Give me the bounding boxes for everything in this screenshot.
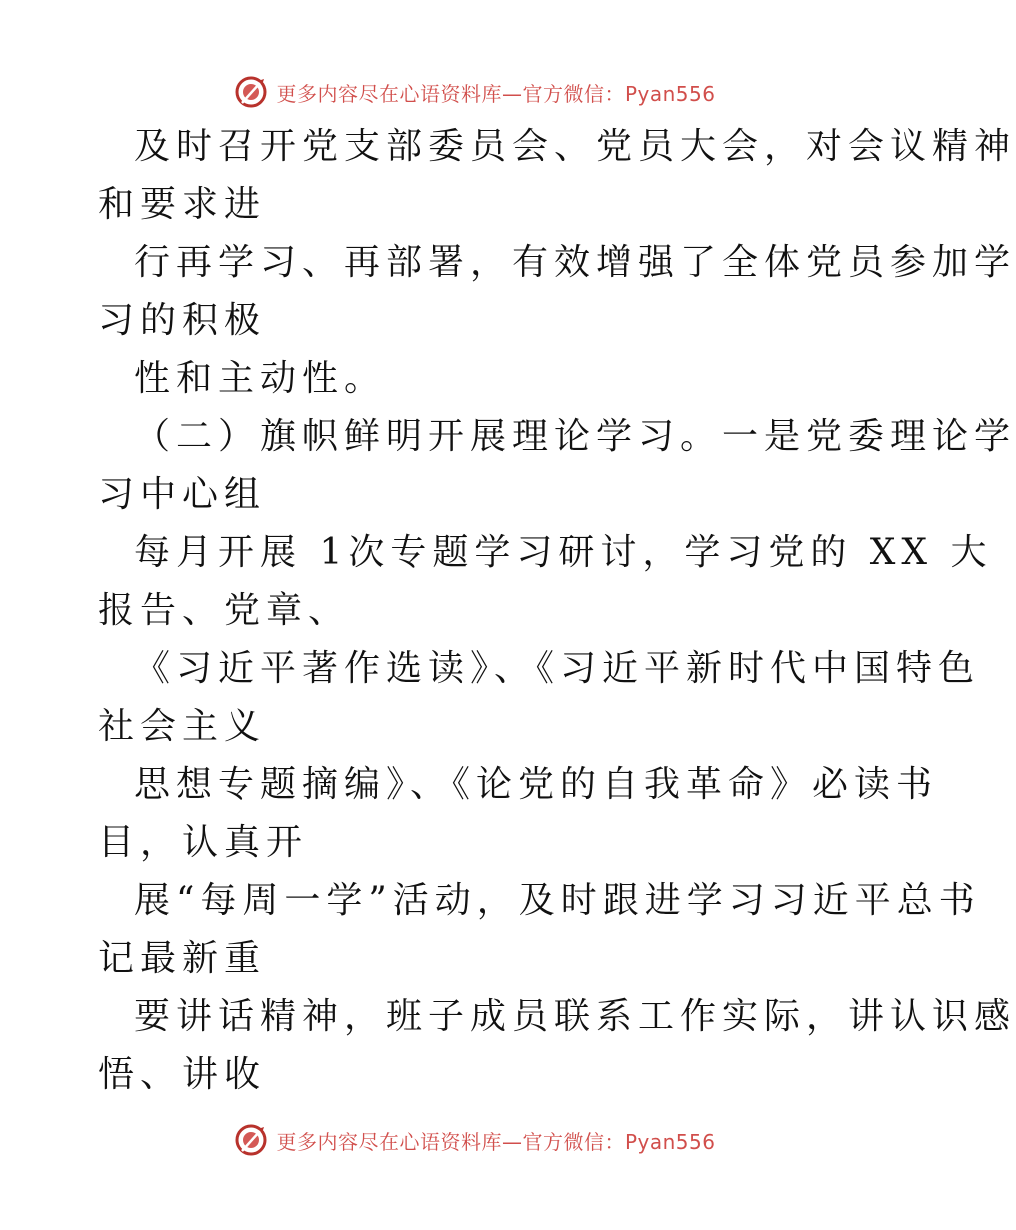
text-line: 要讲话精神，班子成员联系工作实际，讲认识感: [134, 996, 1016, 1037]
header-watermark-banner: [0, 72, 950, 112]
text-line: 展“每周一学”活动，及时跟进学习习近平总书: [134, 880, 981, 921]
text-line: 和要求进: [98, 184, 267, 225]
text-line: 思想专题摘编》、《论党的自我革命》必读书: [134, 764, 939, 805]
text-line: 《习近平著作选读》、《习近平新时代中国特色: [134, 648, 981, 689]
text-line: 悟、讲收: [98, 1054, 267, 1095]
text-line: 每月开展 1次专题学习研讨，学习党的 XX 大: [134, 532, 993, 573]
footer-watermark-banner: [0, 1120, 950, 1160]
text-line: （二）旗帜鲜明开展理论学习。一是党委理论学: [134, 416, 1016, 457]
text-line: 目，认真开: [98, 822, 309, 863]
header-banner-text: 更多内容尽在心语资料库—官方微信：Pyan556: [276, 81, 716, 106]
text-line: 报告、党章、: [98, 590, 351, 631]
text-line: 及时召开党支部委员会、党员大会，对会议精神: [134, 126, 1016, 167]
footer-banner-text: 更多内容尽在心语资料库—官方微信：Pyan556: [276, 1129, 716, 1154]
text-line: 习的积极: [98, 300, 267, 341]
quill-seal-icon: [234, 1123, 268, 1157]
text-line: 行再学习、再部署，有效增强了全体党员参加学: [134, 242, 1016, 283]
text-line: 性和主动性。: [134, 358, 387, 399]
quill-seal-icon: [234, 75, 268, 109]
text-line: 习中心组: [98, 474, 267, 515]
text-line: 记最新重: [98, 938, 267, 979]
document-body: [98, 118, 1016, 1104]
text-line: 社会主义: [98, 706, 267, 747]
